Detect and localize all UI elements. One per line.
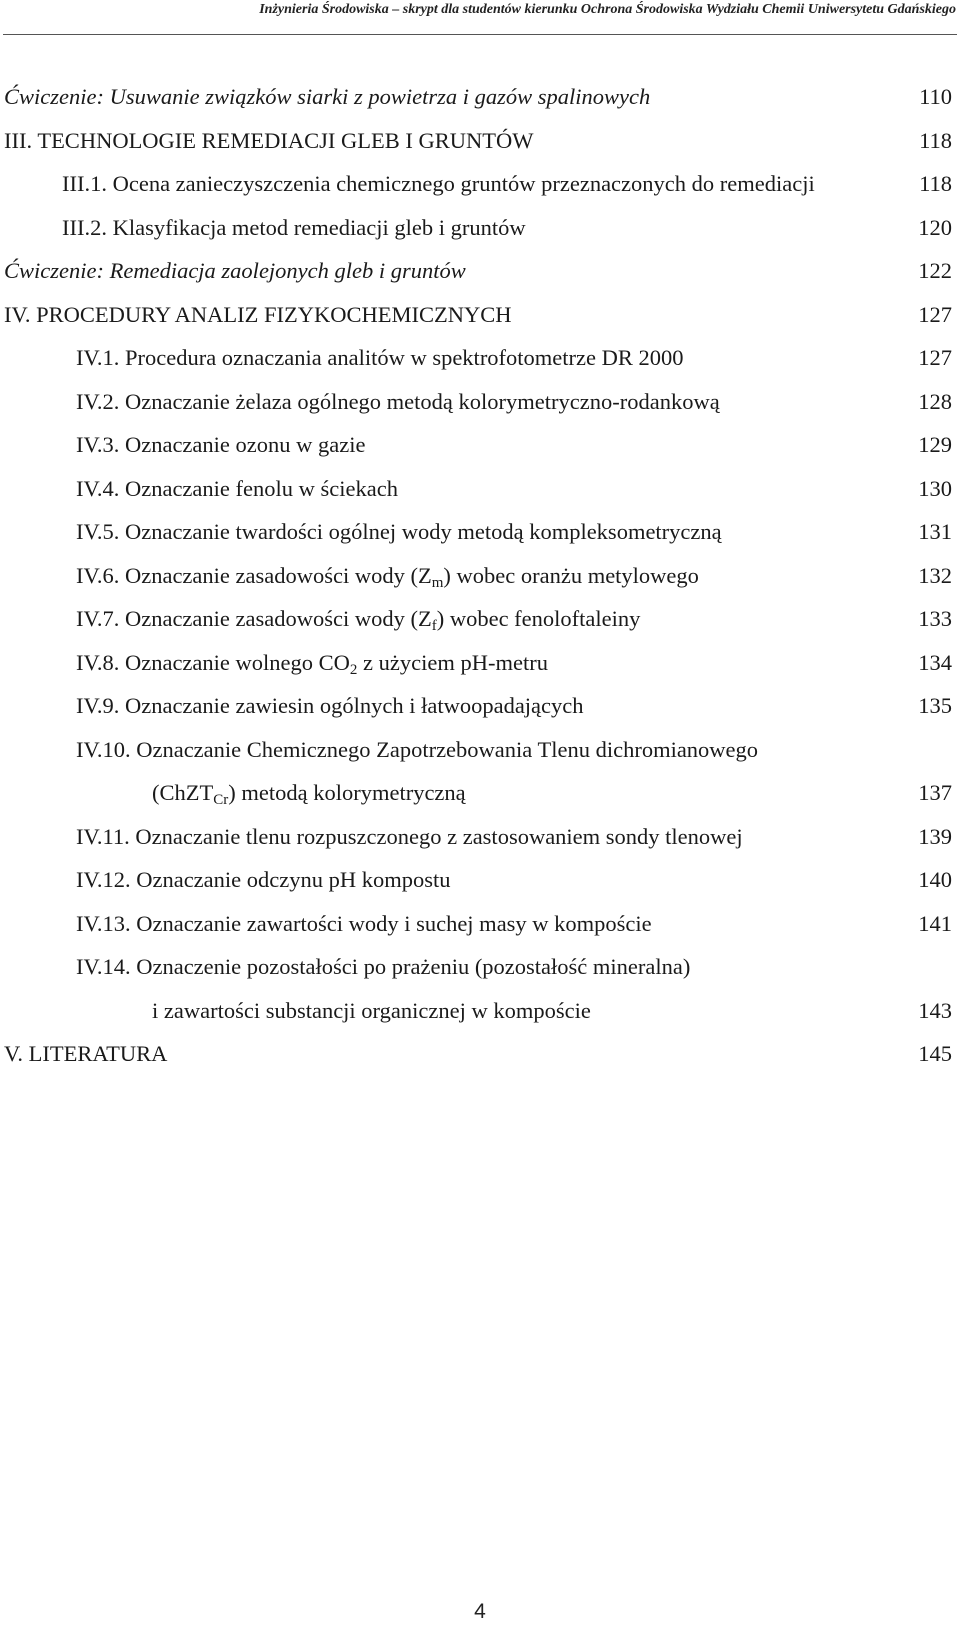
toc-entry-title-text: ) metodą kolorymetryczną xyxy=(228,780,466,805)
header-rule xyxy=(3,34,957,35)
toc-entry-title: III.1. Ocena zanieczyszczenia chemicznego gruntów przeznaczonych do remediacji xyxy=(62,171,815,196)
toc-entry-exercise-remediation[interactable] xyxy=(0,249,960,293)
toc-entry-title xyxy=(152,771,466,815)
subscript: m xyxy=(431,574,444,591)
toc-entry-title-text: ) wobec oranżu metylowego xyxy=(443,562,699,588)
toc-entry-exercise-sulfur[interactable] xyxy=(0,75,960,119)
toc-entry-title: Ćwiczenie: Usuwanie związków siarki z powietrza i gazów spalinowych xyxy=(4,84,651,109)
toc-entry-iv-7[interactable] xyxy=(0,597,960,641)
toc-entry-title: IV.4. Oznaczanie fenolu w ściekach xyxy=(76,475,398,501)
toc-entry-page: 145 xyxy=(918,1041,952,1066)
toc-entry-title-text: (ChZT xyxy=(152,780,214,805)
toc-entry-title-text: z użyciem pH-metru xyxy=(357,649,548,675)
toc-entry-title: III. TECHNOLOGIE REMEDIACJI GLEB I GRUNTÓW xyxy=(4,127,534,153)
toc-entry-title: IV.3. Oznaczanie ozonu w gazie xyxy=(76,432,366,457)
toc-entry-page: 128 xyxy=(918,388,952,414)
toc-entry-title: IV.10. Oznaczanie Chemicznego Zapotrzebowania Tlenu dichromianowego xyxy=(76,736,759,762)
toc-entry-title-text: IV.6. Oznaczanie zasadowości wody (Z xyxy=(76,562,432,588)
toc-entry-title: IV.2. Oznaczanie żelaza ogólnego metodą kolorymetryczno-rodankową xyxy=(76,388,720,414)
toc-entry-iv-1[interactable] xyxy=(0,336,960,380)
toc-entry-title: IV.5. Oznaczanie twardości ogólnej wody metodą kompleksometryczną xyxy=(76,519,722,544)
toc-entry-iv-14-continued[interactable] xyxy=(0,989,960,1033)
toc-entry-iii-1[interactable] xyxy=(0,162,960,206)
toc-entry-page: 118 xyxy=(919,127,952,153)
toc-entry-title: III.2. Klasyfikacja metod remediacji gleb i gruntów xyxy=(62,214,526,240)
toc-entry-title: IV.12. Oznaczanie odczynu pH kompostu xyxy=(76,867,451,892)
toc-entry-title: IV. PROCEDURY ANALIZ FIZYKOCHEMICZNYCH xyxy=(4,301,512,327)
toc-entry-page: 127 xyxy=(918,301,952,327)
toc-entry-page: 133 xyxy=(918,606,952,631)
toc-entry-page: 140 xyxy=(918,867,952,892)
toc-entry-title: IV.11. Oznaczanie tlenu rozpuszczonego z zastosowaniem sondy tlenowej xyxy=(76,823,743,849)
toc-entry-title-text: ) wobec fenoloftaleiny xyxy=(436,606,641,631)
toc-entry-iv-6[interactable] xyxy=(0,554,960,598)
toc-entry-page: 131 xyxy=(918,519,952,544)
toc-entry-page: 132 xyxy=(918,562,952,588)
toc-entry-title-text: IV.7. Oznaczanie zasadowości wody (Z xyxy=(76,606,432,631)
toc-entry-page: 110 xyxy=(919,84,952,109)
toc-entry-chapter-v[interactable] xyxy=(0,1032,960,1076)
toc-entry-iv-9[interactable] xyxy=(0,684,960,728)
toc-entry-page: 120 xyxy=(918,214,952,240)
toc-entry-title-text: IV.8. Oznaczanie wolnego CO xyxy=(76,649,350,675)
toc-entry-page: 134 xyxy=(918,649,952,675)
toc-entry-title: V. LITERATURA xyxy=(4,1041,168,1066)
toc-entry-iv-10-continued[interactable] xyxy=(0,771,960,815)
toc-entry-iv-4[interactable] xyxy=(0,467,960,511)
page-number: 4 xyxy=(474,1600,486,1623)
toc-entry-iv-10[interactable] xyxy=(0,728,960,772)
toc-entry-title xyxy=(76,641,548,685)
subscript: Cr xyxy=(213,792,229,808)
toc-entry-title xyxy=(76,597,640,641)
toc-entry-title xyxy=(76,554,699,598)
toc-entry-page: 129 xyxy=(918,432,952,457)
toc-entry-page: 118 xyxy=(919,171,952,196)
toc-entry-iv-3[interactable] xyxy=(0,423,960,467)
subscript: f xyxy=(431,618,437,634)
toc-entry-page: 141 xyxy=(918,910,952,936)
toc-entry-page: 143 xyxy=(918,997,952,1023)
subscript: 2 xyxy=(349,661,358,678)
toc-entry-title: IV.1. Procedura oznaczania analitów w spektrofotometrze DR 2000 xyxy=(76,345,684,370)
toc-entry-iv-5[interactable] xyxy=(0,510,960,554)
toc-entry-title: Ćwiczenie: Remediacja zaolejonych gleb i gruntów xyxy=(4,258,466,283)
table-of-contents xyxy=(0,75,960,1076)
toc-entry-chapter-iv[interactable] xyxy=(0,293,960,337)
toc-entry-iv-12[interactable] xyxy=(0,858,960,902)
toc-entry-iv-11[interactable] xyxy=(0,815,960,859)
toc-entry-page: 130 xyxy=(918,475,952,501)
toc-entry-title: IV.14. Oznaczenie pozostałości po prażeniu (pozostałość mineralna) xyxy=(76,954,691,979)
toc-entry-iv-8[interactable] xyxy=(0,641,960,685)
toc-entry-iv-2[interactable] xyxy=(0,380,960,424)
toc-entry-iv-14[interactable] xyxy=(0,945,960,989)
toc-entry-chapter-iii[interactable] xyxy=(0,119,960,163)
toc-entry-title: i zawartości substancji organicznej w kompoście xyxy=(152,997,591,1023)
running-header: Inżynieria Środowiska – skrypt dla studentów kierunku Ochrona Środowiska Wydziału Chemii Uniwersytetu Gdańskiego xyxy=(259,2,956,17)
toc-entry-page: 137 xyxy=(918,780,952,805)
toc-entry-title: IV.9. Oznaczanie zawiesin ogólnych i łatwoopadających xyxy=(76,693,584,718)
toc-entry-page: 135 xyxy=(918,693,952,718)
toc-entry-page: 139 xyxy=(918,823,952,849)
toc-entry-iv-13[interactable] xyxy=(0,902,960,946)
toc-entry-title: IV.13. Oznaczanie zawartości wody i suchej masy w kompoście xyxy=(76,910,652,936)
toc-entry-iii-2[interactable] xyxy=(0,206,960,250)
toc-entry-page: 127 xyxy=(918,345,952,370)
toc-entry-page: 122 xyxy=(918,258,952,283)
